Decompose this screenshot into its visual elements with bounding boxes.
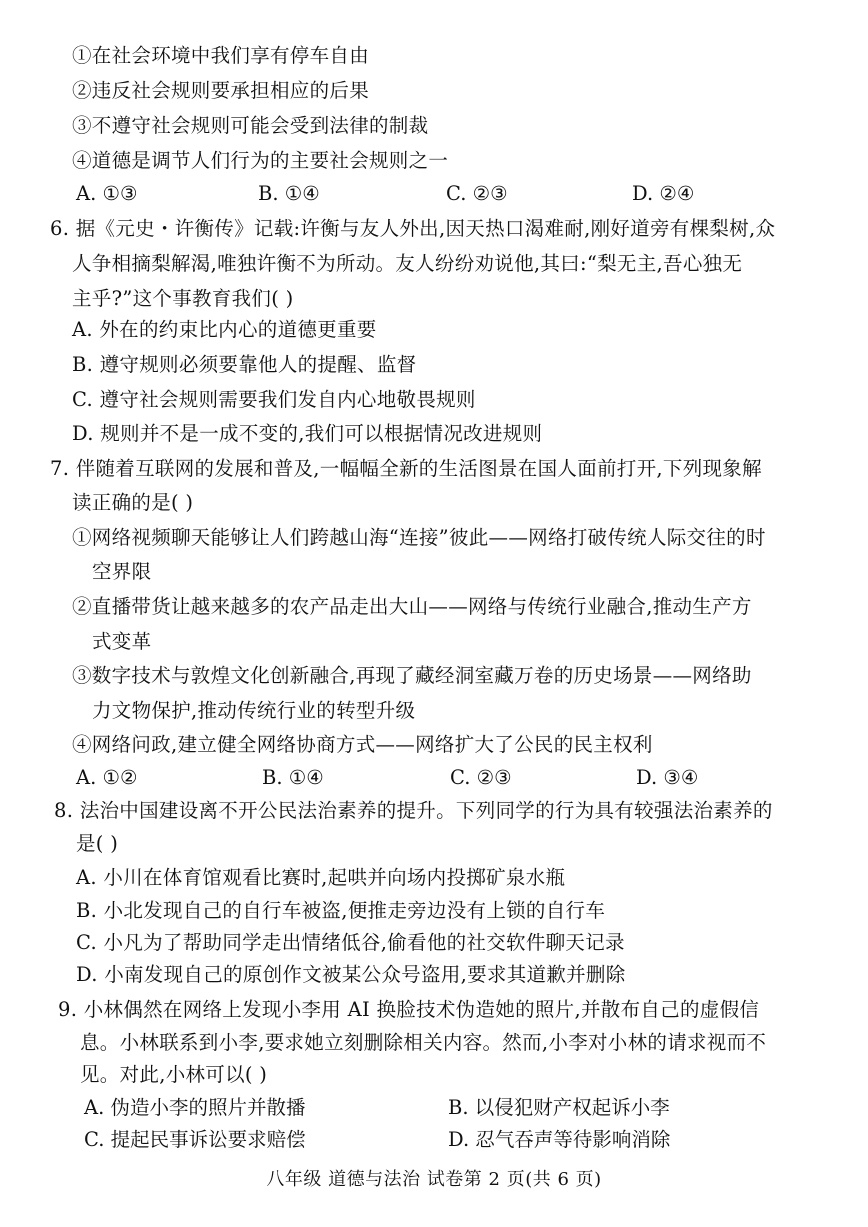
q7-item-2: ②直播带货让越来越多的农产品走出大山——网络与传统行业融合,推动生产方 — [72, 595, 752, 618]
q7-stem-line-1: 7. 伴随着互联网的发展和普及,一幅幅全新的生活图景在国人面前打开,下列现象解 — [50, 457, 762, 480]
q7-item-1: ①网络视频聊天能够让人们跨越山海“连接”彼此——网络打破传统人际交往的时 — [72, 526, 766, 549]
q9-option-b: B. 以侵犯财产权起诉小李 — [448, 1096, 670, 1119]
q7-item-3: ③数字技术与敦煌文化创新融合,再现了藏经洞室藏万卷的历史场景——网络助 — [72, 664, 752, 687]
q6-option-d: D. 规则并不是一成不变的,我们可以根据情况改进规则 — [72, 422, 543, 445]
q5-option-b: B. ①④ — [258, 182, 320, 205]
q8-option-b: B. 小北发现自己的自行车被盗,便推走旁边没有上锁的自行车 — [76, 899, 606, 922]
q5-item-4: ④道德是调节人们行为的主要社会规则之一 — [72, 149, 449, 172]
q5-option-d: D. ②④ — [632, 182, 695, 205]
q7-option-c: C. ②③ — [450, 766, 512, 789]
q7-item-4: ④网络问政,建立健全网络协商方式——网络扩大了公民的民主权利 — [72, 733, 653, 756]
q7-option-d: D. ③④ — [636, 766, 699, 789]
q8-option-a: A. 小川在体育馆观看比赛时,起哄并向场内投掷矿泉水瓶 — [76, 866, 566, 889]
q5-option-a: A. ①③ — [76, 182, 138, 205]
q5-item-1: ①在社会环境中我们享有停车自由 — [72, 44, 370, 67]
q8-option-d: D. 小南发现自己的原创作文被某公众号盗用,要求其道歉并删除 — [76, 963, 626, 986]
q7-stem-line-2: 读正确的是( ) — [72, 491, 194, 514]
q7-item-1-cont: 空界限 — [92, 560, 152, 583]
q6-option-c: C. 遵守社会规则需要我们发自内心地敬畏规则 — [72, 388, 476, 411]
q5-option-c: C. ②③ — [446, 182, 508, 205]
q8-option-c: C. 小凡为了帮助同学走出情绪低谷,偷看他的社交软件聊天记录 — [76, 931, 625, 954]
q5-item-3: ③不遵守社会规则可能会受到法律的制裁 — [72, 114, 429, 137]
page-footer: 八年级 道德与法治 试卷第 2 页(共 6 页) — [266, 1169, 602, 1190]
q9-stem-line-2: 息。小林联系到小李,要求她立刻删除相关内容。然而,小李对小林的请求视而不 — [80, 1031, 767, 1054]
q5-item-2: ②违反社会规则要承担相应的后果 — [72, 79, 370, 102]
q9-option-c: C. 提起民事诉讼要求赔偿 — [84, 1128, 306, 1151]
q9-stem-line-1: 9. 小林偶然在网络上发现小李用 AI 换脸技术伪造她的照片,并散布自己的虚假信 — [58, 998, 760, 1021]
q6-option-a: A. 外在的约束比内心的道德更重要 — [72, 318, 377, 341]
q9-option-a: A. 伪造小李的照片并散播 — [84, 1096, 306, 1119]
q7-item-2-cont: 式变革 — [92, 630, 152, 653]
q7-item-3-cont: 力文物保护,推动传统行业的转型升级 — [92, 699, 416, 722]
q6-option-b: B. 遵守规则必须要靠他人的提醒、监督 — [72, 353, 417, 376]
q9-option-d: D. 忍气吞声等待影响消除 — [448, 1128, 671, 1151]
q8-stem-line-1: 8. 法治中国建设离不开公民法治素养的提升。下列同学的行为具有较强法治素养的 — [54, 799, 773, 822]
q8-stem-line-2: 是( ) — [76, 832, 119, 855]
q7-option-b: B. ①④ — [262, 766, 324, 789]
q6-stem-line-2: 人争相摘梨解渴,唯独许衡不为所动。友人纷纷劝说他,其曰:“梨无主,吾心独无 — [72, 252, 743, 275]
q9-stem-line-3: 见。对此,小林可以( ) — [80, 1063, 268, 1086]
q6-stem-line-3: 主乎?”这个事教育我们( ) — [72, 287, 294, 310]
q6-stem-line-1: 6. 据《元史・许衡传》记载:许衡与友人外出,因天热口渴难耐,刚好道旁有棵梨树,众 — [50, 217, 776, 240]
q7-option-a: A. ①② — [76, 766, 138, 789]
